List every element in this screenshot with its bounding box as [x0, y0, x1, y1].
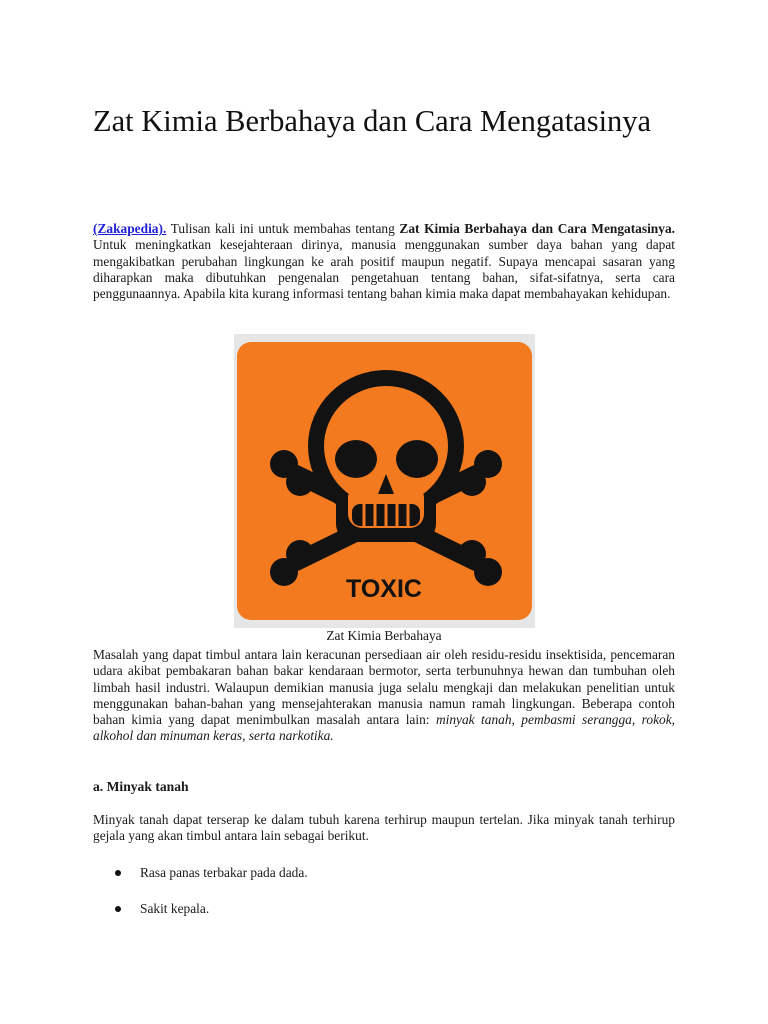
list-item-text: Sakit kepala. [140, 901, 210, 916]
section-heading-minyak-tanah: a. Minyak tanah [93, 779, 189, 794]
source-link[interactable]: (Zakapedia). [93, 221, 167, 236]
list-item-text: Rasa panas terbakar pada dada. [140, 865, 308, 880]
toxic-sign-image [234, 334, 535, 628]
intro-bold-topic: Zat Kimia Berbahaya dan Cara Mengatasinya. [399, 221, 675, 236]
intro-paragraph [93, 221, 675, 302]
examples-italic: minyak tanah, pembasmi serangga, rokok, alkohol dan minuman keras, serta narkotika. [93, 712, 675, 744]
page-title: Zat Kimia Berbahaya dan Cara Mengatasinya [93, 104, 652, 138]
body-paragraph-minyak-tanah: Minyak tanah dapat terserap ke dalam tubuh karena terhirup maupun tertelan. Jika minyak tanah terhirup gejala yang akan timbul antara lain sebagai berikut. [93, 812, 675, 844]
intro-text-a: Tulisan kali ini untuk membahas tentang [166, 221, 400, 236]
bullet-icon [115, 906, 121, 912]
body-paragraph-problems [93, 647, 675, 745]
sign-text: TOXIC [346, 575, 422, 603]
figure-caption: Zat Kimia Berbahaya [326, 628, 442, 643]
intro-text-b: Untuk meningkatkan kesejahteraan dirinya, manusia menggunakan sumber daya bahan yang dapat mengakibatkan perubahan lingkungan ke arah positif maupun negatif. Supaya mencapai sasaran yang diharapkan maka dibutuhkan pengenalan pengetahuan tentang bahan, sifat-sifatnya, serta cara penggunaannya. Apabila kita kurang informasi tentang bahan kimia maka dapat membahayakan kehidupan. [93, 237, 675, 302]
skull-crossbones-icon [234, 334, 535, 628]
bullet-icon [115, 870, 121, 876]
problems-text: Masalah yang dapat timbul antara lain keracunan persediaan air oleh residu-residu insektisida, pencemaran udara akibat pembakaran bahan bakar kendaraan bermotor, serta terbunuhnya hewan dan tumbuhan oleh limbah hasil industri. Walaupun demikian manusia juga selalu mengkaji dan melakukan penelitian untuk menggunakan bahan-bahan yang mensejahterakan manusia namun ramah lingkungan. Beberapa contoh bahan kimia yang dapat menimbulkan masalah antara lain: [93, 647, 675, 728]
